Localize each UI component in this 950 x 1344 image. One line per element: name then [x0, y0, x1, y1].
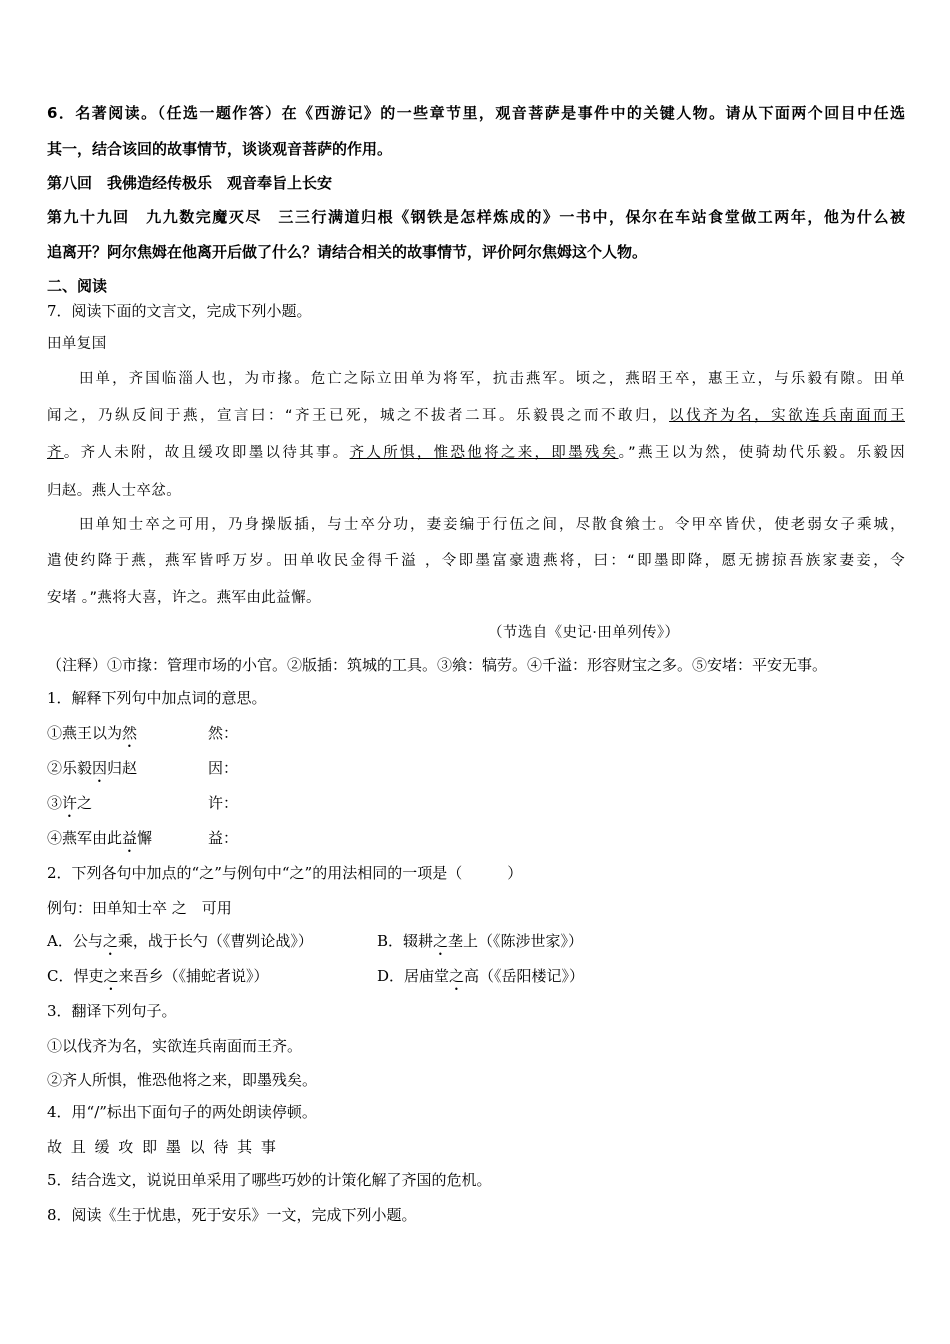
item-text: 归赵 [107, 759, 138, 777]
q6-line-2: 其一，结合该回的故事情节，谈谈观音菩萨的作用。 [47, 140, 393, 158]
passage-text: 闻之，乃纵反间于燕，宣言曰：“齐王已死，城之不拔者二耳。乐毅畏之而不敢归， [47, 408, 670, 424]
q6-line-3: 第八回 我佛造经传极乐 观音奉旨上长安 [47, 174, 333, 192]
passage-source: （节选自《史记·田单列传》） [488, 625, 680, 641]
underlined-sentence-2: 齐人所惧，惟恐他将之来，即墨残矣 [349, 445, 619, 461]
underlined-sentence-1-end: 齐 [47, 445, 64, 461]
answer-label: 许： [208, 794, 239, 812]
sub5-prompt: 5．结合选文，说说田单采用了哪些巧妙的计策化解了齐国的危机。 [47, 1171, 492, 1189]
sub2-options-row-1 [47, 931, 584, 959]
sub4-prompt: 4．用“/”标出下面句子的两处朗读停顿。 [47, 1103, 317, 1121]
item-text: 之 [77, 794, 93, 812]
q6-line-5: 追离开？阿尔焦姆在他离开后做了什么？请结合相关的故事情节，评价阿尔焦姆这个人物。 [47, 243, 648, 261]
option-b: B．辍耕之垄上（《陈涉世家》） [377, 932, 584, 950]
sub2-options-row-2 [47, 966, 585, 994]
sub1-item-3 [47, 793, 239, 821]
passage-text: 。齐人未附，故且缓攻即墨以待其事。 [63, 445, 350, 461]
item-text: ③ [47, 794, 63, 812]
item-text: ④燕军由此 [47, 829, 123, 847]
passage-notes: （注释）①市掾：管理市场的小官。②版插：筑城的工具。③飨：犒劳。④千溢：形容财宝之多。⑤安堵：平安无事。 [47, 656, 828, 674]
sub1-item-1 [47, 723, 239, 751]
sub1-prompt: 1．解释下列句中加点词的意思。 [47, 689, 267, 707]
item-text: ②乐毅 [47, 759, 93, 777]
q6-line-1: 6．名著阅读。（任选一题作答）在《西游记》的一些章节里，观音菩萨是事件中的关键人物。请从下面两个回目中任选 [47, 104, 905, 122]
passage-text: 。”燕王以为然，使骑劫代乐毅。乐毅因 [618, 445, 905, 461]
q8-intro: 8．阅读《生于忧患，死于安乐》一文，完成下列小题。 [47, 1206, 417, 1224]
q7-intro: 7．阅读下面的文言文，完成下列小题。 [47, 302, 312, 320]
answer-label: 然： [208, 724, 239, 742]
sub3-prompt: 3．翻译下列句子。 [47, 1002, 177, 1020]
sub1-item-2 [47, 758, 239, 786]
sub2-example: 例句：田单知士卒 之 可用 [47, 899, 232, 917]
passage-p1-line-1: 田单，齐国临淄人也，为市掾。危亡之际立田单为将军，抗击燕军。顷之，燕昭王卒，惠王立，与乐毅有隙。田单 [79, 371, 905, 387]
sub3-sentence-1: ①以伐齐为名，实欲连兵南面而王齐。 [47, 1037, 303, 1055]
passage-p2-line-1: 田单知士卒之可用，乃身操版插，与士卒分功，妻妾编于行伍之间，尽散食飨士。令甲卒皆伏，使老弱女子乘城， [79, 517, 905, 533]
sub3-sentence-2: ②齐人所惧，惟恐他将之来，即墨残矣。 [47, 1071, 318, 1089]
option-a: A．公与之乘，战于长勺（《曹刿论战》） [47, 932, 313, 950]
option-d: D．居庙堂之高（《岳阳楼记》） [377, 967, 585, 985]
passage-p1-line-4: 归赵。燕人士卒忿。 [47, 483, 182, 499]
passage-p1-line-3 [47, 443, 905, 463]
sub1-item-4 [47, 828, 239, 856]
section-heading-reading: 二、阅读 [47, 277, 108, 295]
sub2-prompt: 2．下列各句中加点的“之”与例句中“之”的用法相同的一项是（ ） [47, 864, 523, 882]
option-c: C．悍吏之来吾乡（《捕蛇者说》） [47, 967, 269, 985]
passage-p2-line-3: 安堵 。”燕将大喜，许之。燕军由此益懈。 [47, 590, 321, 606]
underlined-sentence-1: 以伐齐为名，实欲连兵南面而王 [669, 408, 905, 424]
item-text: 懈 [137, 829, 153, 847]
dotted-word: 因 [92, 759, 108, 777]
dotted-word: 许 [62, 794, 78, 812]
item-text: ①燕王以为 [47, 724, 123, 742]
dotted-word: 然 [122, 724, 138, 742]
passage-p1-line-2 [47, 406, 905, 426]
answer-label: 益： [208, 829, 239, 847]
dotted-word: 益 [122, 829, 138, 847]
sub4-sentence: 故 且 缓 攻 即 墨 以 待 其 事 [47, 1138, 278, 1156]
answer-label: 因： [208, 759, 239, 777]
passage-p2-line-2: 遣使约降于燕，燕军皆呼万岁。田单收民金得千溢 ，令即墨富豪遗燕将，曰：“即墨即降，愿无掳掠吾族家妻妾，令 [47, 553, 905, 569]
passage-title: 田单复国 [47, 336, 107, 352]
q6-line-4: 第九十九回 九九数完魔灭尽 三三行满道归根《钢铁是怎样炼成的》一书中，保尔在车站食堂做工两年，他为什么被 [47, 208, 905, 226]
